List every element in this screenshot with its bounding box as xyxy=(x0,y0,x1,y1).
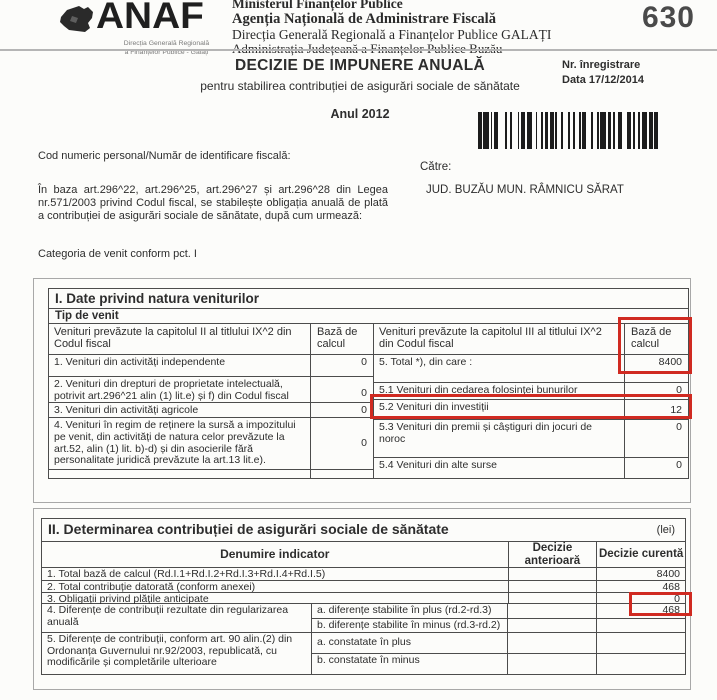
table-subrow xyxy=(312,653,685,674)
contribution-section-container xyxy=(33,508,691,690)
romania-map-icon xyxy=(58,4,96,41)
row-prev-value xyxy=(509,593,598,603)
income-table-body xyxy=(49,324,688,478)
row-prev-value xyxy=(509,581,598,592)
table-row xyxy=(374,354,688,382)
group-subrows xyxy=(312,604,685,632)
cnp-label: Cod numeric personal/Număr de identificare fiscală: xyxy=(38,150,291,162)
table-row xyxy=(42,567,685,580)
income-table-right-half xyxy=(374,324,688,478)
subrow-label: a. constatate în plus xyxy=(312,633,508,653)
group-label: 4. Diferențe de contribuții rezultate din regularizarea anuală xyxy=(42,604,312,632)
table-row xyxy=(42,580,685,592)
row-curr-value: 468 xyxy=(662,581,680,593)
column-header-previous-decision: Decizie anterioară xyxy=(509,542,598,567)
row-label: 1. Venituri din activități independente xyxy=(54,356,226,368)
row-label: 4. Venituri în regim de reținere la sursă a impozitului pe venit, din activități de natura celor prevăzute la art.52, alin (1) lit. b)-d) și din asocierile fără personalitate juridică prevăzute la art.13 lit.e). xyxy=(54,419,296,467)
row-curr-value xyxy=(597,633,685,653)
table-row xyxy=(49,354,373,376)
row-value: 0 xyxy=(624,383,688,399)
row-value: 0 xyxy=(310,403,373,417)
row-value: 8400 xyxy=(624,355,688,382)
subrow-label: b. diferențe stabilite în minus (rd.3-rd.2) xyxy=(312,619,508,633)
row-value: 0 xyxy=(310,418,373,469)
row-curr-value xyxy=(597,654,685,674)
row-label: 5.2 Venituri din investiții xyxy=(379,401,489,413)
document-subtitle: pentru stabilirea contribuției de asigurări sociale de sănătate xyxy=(200,79,520,93)
row-prev-value xyxy=(509,568,598,580)
income-section-container xyxy=(33,278,691,503)
row-label: 3. Venituri din activități agricole xyxy=(54,404,199,416)
ministry-line-3: Direcția Generală Regională a Finanțelor Publice GALAȚI xyxy=(232,27,552,43)
ministry-line-4: Administrația Județeană a Finanțelor Publice Buzău xyxy=(232,41,503,57)
row-prev-value xyxy=(508,619,597,633)
table-row xyxy=(49,417,373,469)
income-table-left-half xyxy=(49,324,374,478)
column-header-left-label: Venituri prevăzute la capitolul II al titlului IX^2 din Codul fiscal xyxy=(54,326,292,351)
row-curr-value: 468 xyxy=(662,604,680,616)
table-subrow xyxy=(312,604,685,618)
year-label: Anul 2012 xyxy=(330,107,390,121)
row-label: 5.4 Venituri din alte surse xyxy=(379,459,497,471)
row-prev-value xyxy=(508,604,597,618)
group-subrows xyxy=(312,633,685,674)
group-label: 5. Diferențe de contribuții, conform art. 90 alin.(2) din Ordonanța Guvernului nr.92/2003, republicată, cu modificările și completările ulterioare xyxy=(42,633,312,674)
row-curr-value: 0 xyxy=(674,593,680,605)
catre-label: Către: xyxy=(420,161,452,173)
header-divider xyxy=(0,49,717,51)
row-value: 0 xyxy=(624,420,688,457)
row-curr-value xyxy=(597,619,685,633)
table-row xyxy=(42,592,685,603)
table-row xyxy=(374,324,688,354)
subrow-label: a. diferențe stabilite în plus (rd.2-rd.3) xyxy=(312,604,508,618)
ministry-line-1: Ministerul Finanțelor Publice xyxy=(232,0,403,11)
column-header-right-value: Bază de calcul xyxy=(624,324,688,354)
page-number: 630 xyxy=(641,1,695,34)
income-table xyxy=(48,288,689,479)
contribution-table xyxy=(41,518,686,675)
row-value xyxy=(310,470,373,478)
barcode xyxy=(478,112,658,149)
table-row xyxy=(374,457,688,478)
table-row xyxy=(49,402,373,417)
category-line: Categoria de venit conform pct. I xyxy=(38,248,197,260)
logo-title: ANAF xyxy=(96,0,204,36)
title-block xyxy=(115,57,605,93)
contribution-table-title-row xyxy=(42,519,685,542)
row-value: 0 xyxy=(310,355,373,376)
subrow-label: b. constatate în minus xyxy=(312,654,508,674)
row-label: 5. Total *), din care : xyxy=(379,356,473,368)
addressee: JUD. BUZĂU MUN. RÂMNICU SĂRAT xyxy=(426,184,624,196)
logo-subtitle-line-2: a Finanțelor Publice - Galați xyxy=(124,48,209,56)
registration-number-label: Nr. înregistrare xyxy=(562,59,641,71)
row-value: 0 xyxy=(624,458,688,478)
table-row xyxy=(374,382,688,399)
table-row xyxy=(374,419,688,457)
registration-date: Data 17/12/2014 xyxy=(562,74,644,87)
income-table-title: I. Date privind natura veniturilor xyxy=(49,289,688,309)
table-row xyxy=(374,399,688,419)
table-row-group-5 xyxy=(42,632,685,674)
income-table-subtitle: Tip de venit xyxy=(49,309,688,324)
document-title: DECIZIE DE IMPUNERE ANUALĂ xyxy=(234,57,486,74)
table-row-filler xyxy=(49,469,373,478)
table-row xyxy=(49,324,373,354)
table-row-group-4 xyxy=(42,603,685,632)
row-label xyxy=(49,470,310,478)
contribution-table-header xyxy=(42,542,685,567)
contribution-table-title: II. Determinarea contribuției de asigurări sociale de sănătate xyxy=(48,521,449,538)
row-label: 1. Total bază de calcul (Rd.I.1+Rd.I.2+Rd.I.3+Rd.I.4+Rd.I.5) xyxy=(42,568,509,580)
column-header-indicator: Denumire indicator xyxy=(42,542,509,567)
row-label: 5.1 Venituri din cedarea folosinței bunurilor xyxy=(379,384,578,396)
table-subrow xyxy=(312,633,685,653)
table-row xyxy=(49,376,373,402)
row-label: 5.3 Venituri din premii și câștiguri din jocuri de noroc xyxy=(379,421,593,445)
row-label: 2. Total contribuție datorată (conform anexei) xyxy=(42,581,509,592)
column-header-left-value: Bază de calcul xyxy=(310,324,373,354)
row-value: 0 xyxy=(310,377,373,402)
unit-label: (lei) xyxy=(656,523,675,536)
row-prev-value xyxy=(508,654,597,674)
row-prev-value xyxy=(508,633,597,653)
row-value: 12 xyxy=(624,400,688,419)
column-header-current-decision: Decizie curentă xyxy=(598,548,684,561)
logo-subtitle-line-1: Direcția Generală Regională xyxy=(123,40,210,47)
row-label: 3. Obligații privind plățile anticipate xyxy=(42,593,509,603)
table-subrow xyxy=(312,618,685,633)
ministry-line-2: Agenția Națională de Administrare Fiscală xyxy=(232,11,496,28)
row-curr-value: 8400 xyxy=(656,568,680,580)
row-label: 2. Venituri din drepturi de proprietate intelectuală, potrivit art.296^21 alin (1) lit.e) și f) din Codul fiscal xyxy=(54,378,289,402)
column-header-right-label: Venituri prevăzute la capitolul III al titlului IX^2 din Codul fiscal xyxy=(379,326,602,351)
legal-paragraph: În baza art.296^22, art.296^25, art.296^27 și art.296^28 din Legea nr.571/2003 privind Codul fiscal, se stabilește obligația anuală de plată a contribuției de asigurări sociale de sănătate, după cum urmează: xyxy=(38,184,388,223)
registration-block xyxy=(562,58,644,89)
